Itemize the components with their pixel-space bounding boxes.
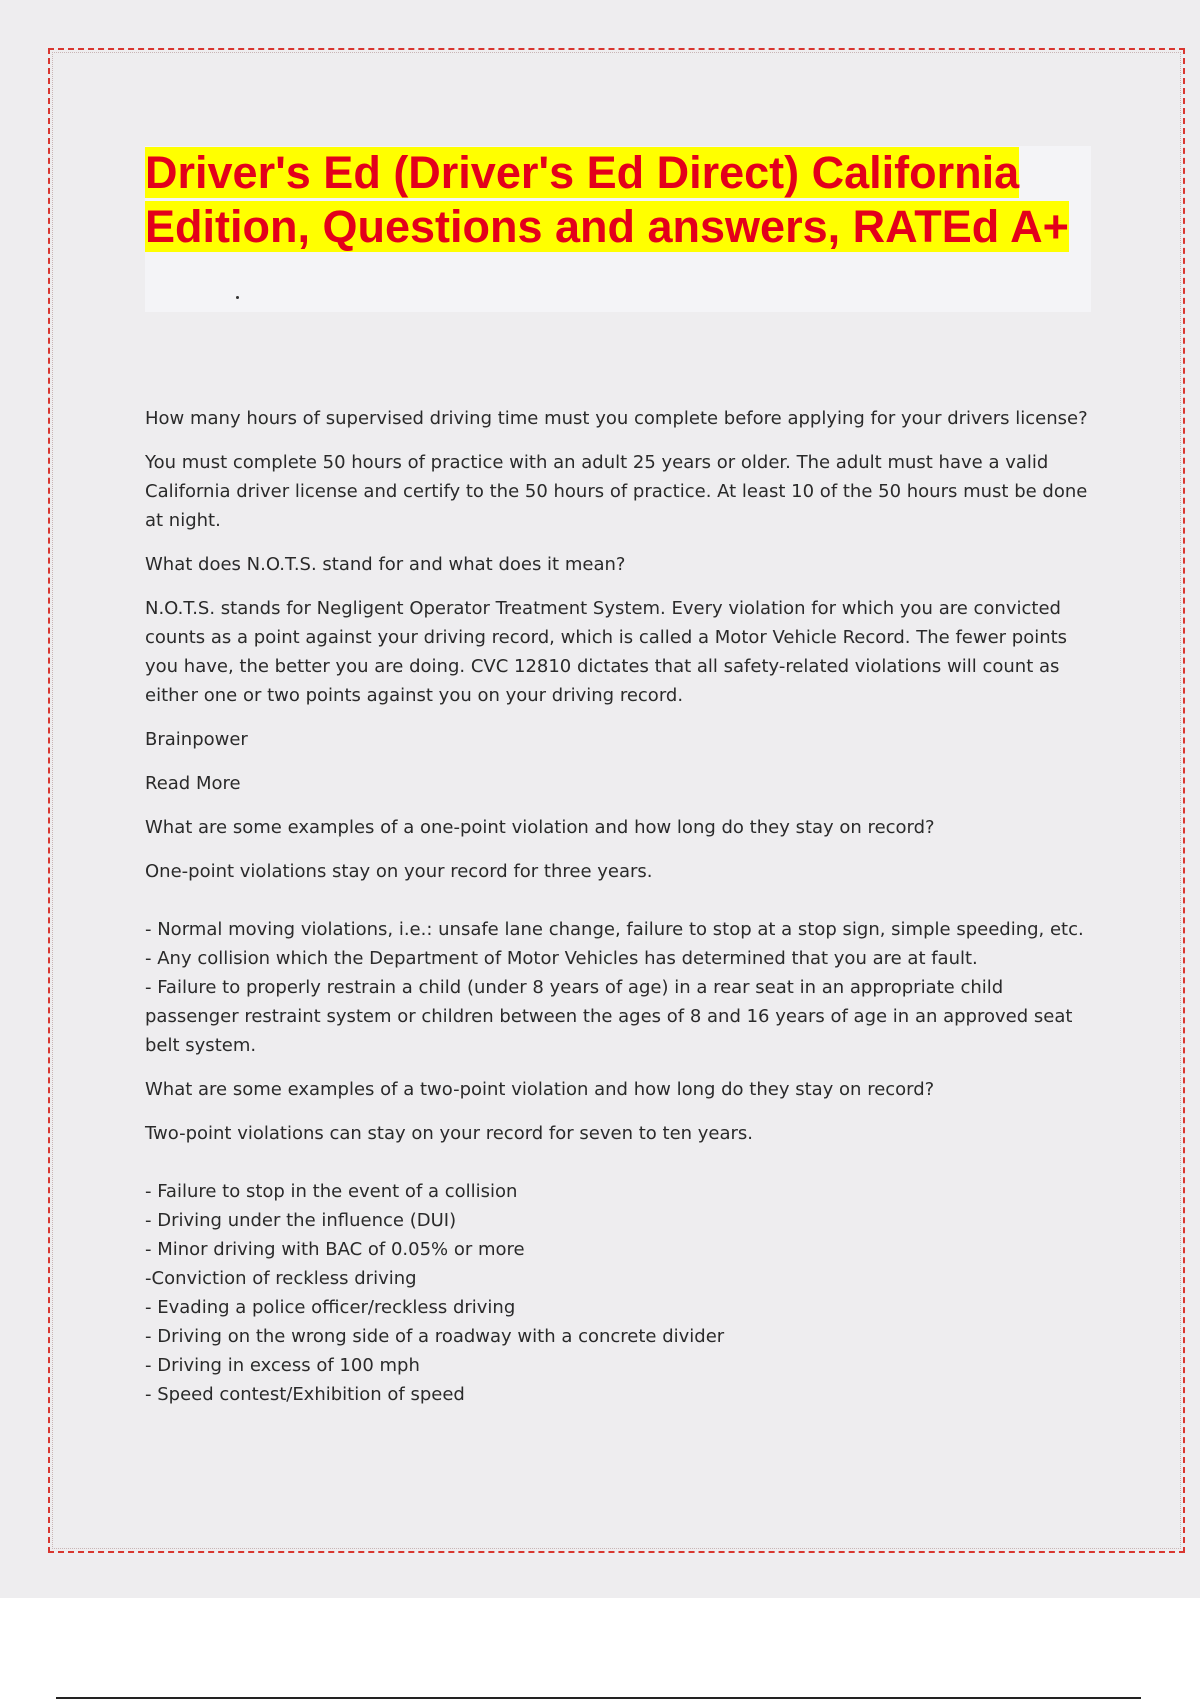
question-1: How many hours of supervised driving time must you complete before applying for your drivers license?: [145, 408, 1088, 429]
list-item: - Speed contest/Exhibition of speed: [145, 1384, 465, 1405]
answer-2: N.O.T.S. stands for Negligent Operator Treatment System. Every violation for which you are convicted counts as a point against your driving record, which is called a Motor Vehicle Record. The fewer points you have, the better you are doing. CVC 12810 dictates that all safety-related violations will count as either one or two points against you on your driving record.: [145, 598, 1068, 706]
list-item: -Conviction of reckless driving: [145, 1268, 417, 1289]
list-item: - Failure to properly restrain a child (under 8 years of age) in a rear seat in an appropriate child passenger restraint system or children between the ages of 8 and 16 years of age in an approved seat belt system.: [145, 977, 1073, 1056]
answer-1: You must complete 50 hours of practice with an adult 25 years or older. The adult must have a valid California driver license and certify to the 50 hours of practice. At least 10 of the 50 hours must be done at night.: [145, 452, 1088, 531]
list-item: - Normal moving violations, i.e.: unsafe lane change, failure to stop at a stop sign, simple speeding, etc.: [145, 919, 1084, 940]
spacer: [145, 1163, 1095, 1177]
answer-4-intro: Two-point violations can stay on your record for seven to ten years.: [145, 1123, 754, 1144]
question-4: What are some examples of a two-point violation and how long do they stay on record?: [145, 1079, 935, 1100]
list-item: - Evading a police officer/reckless driving: [145, 1297, 516, 1318]
answer-3-intro: One-point violations stay on your record for three years.: [145, 861, 653, 882]
list-item: - Driving on the wrong side of a roadway with a concrete divider: [145, 1326, 725, 1347]
list-item: - Any collision which the Department of Motor Vehicles has determined that you are at fault.: [145, 948, 978, 969]
footer-rule: [56, 1697, 1141, 1699]
brainpower-label: Brainpower: [145, 729, 248, 750]
question-2: What does N.O.T.S. stand for and what does it mean?: [145, 554, 626, 575]
answer-4-list: [145, 1177, 1095, 1409]
list-item: - Driving in excess of 100 mph: [145, 1355, 420, 1376]
list-item: - Driving under the influence (DUI): [145, 1210, 457, 1231]
list-item: - Failure to stop in the event of a collision: [145, 1181, 518, 1202]
list-item: - Minor driving with BAC of 0.05% or more: [145, 1239, 525, 1260]
title-dot: [236, 296, 239, 299]
document-title: [145, 146, 1105, 254]
question-3: What are some examples of a one-point violation and how long do they stay on record?: [145, 817, 935, 838]
read-more-label: Read More: [145, 773, 241, 794]
document-body: [145, 404, 1095, 1424]
answer-3-list: [145, 915, 1095, 1060]
spacer: [145, 901, 1095, 915]
title-highlight: Driver's Ed (Driver's Ed Direct) California Edition, Questions and answers, RATEd A+: [145, 147, 1069, 252]
